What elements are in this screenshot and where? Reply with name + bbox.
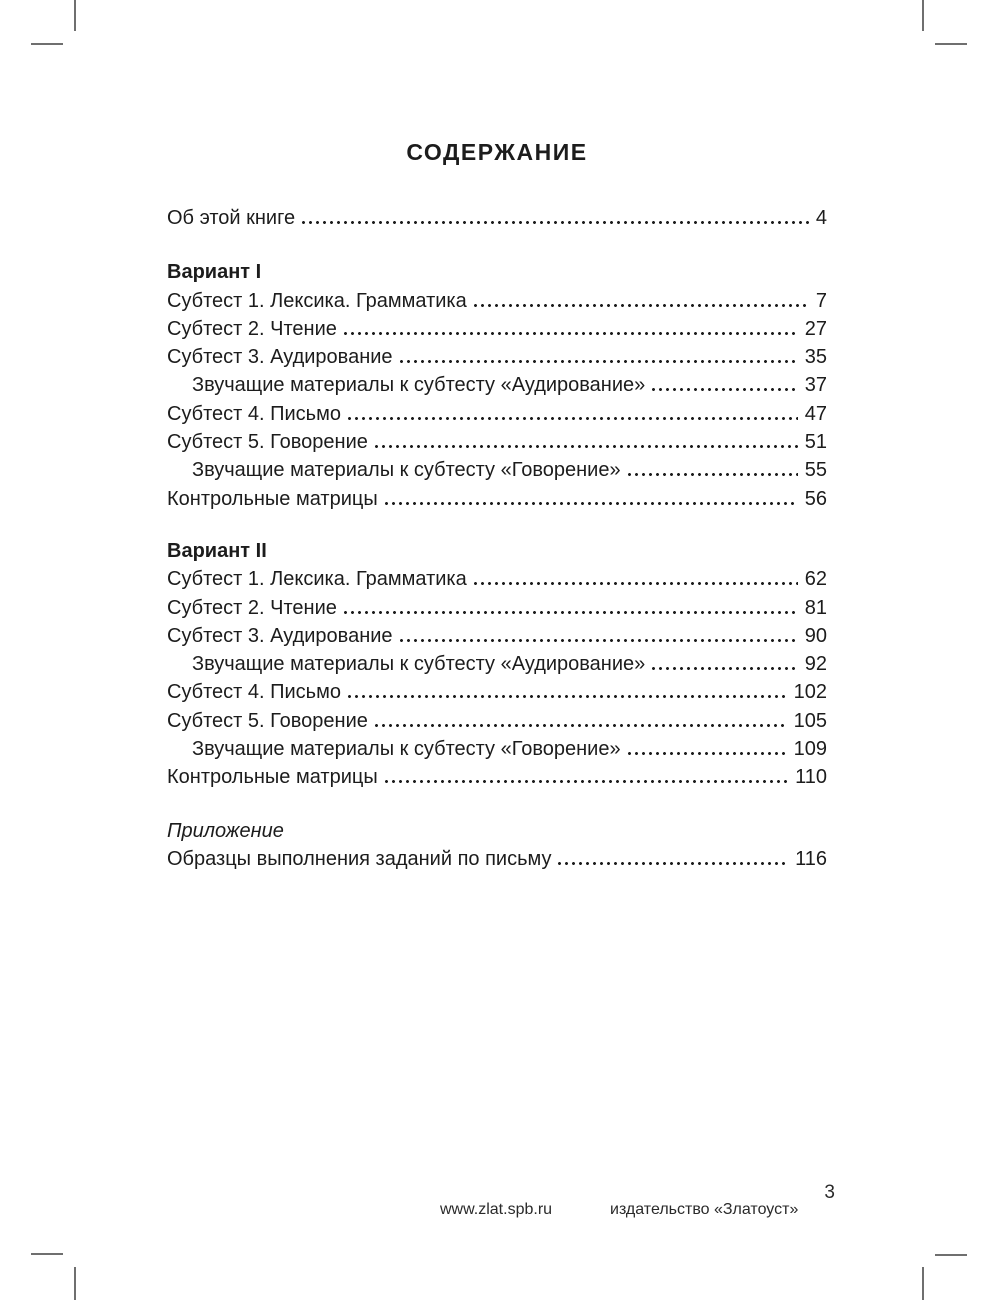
toc-entry-page: 35	[804, 346, 827, 369]
crop-mark-bottom-left-horizontal	[31, 1253, 63, 1255]
dot-leader	[652, 667, 797, 670]
table-of-contents	[167, 138, 827, 873]
crop-mark-bottom-right-horizontal	[935, 1254, 967, 1256]
toc-entry-label: Звучащие материалы к субтесту «Говорение»	[192, 738, 621, 761]
toc-section-variant-1	[167, 258, 827, 513]
toc-entry-page: 110	[795, 766, 827, 789]
toc-entry-page: 92	[804, 653, 827, 676]
toc-entry	[167, 428, 827, 456]
toc-entry-page: 109	[793, 738, 827, 761]
toc-entry-page: 90	[804, 624, 827, 647]
toc-entry	[167, 315, 827, 343]
dot-leader	[302, 221, 809, 224]
toc-entry	[167, 678, 827, 706]
toc-entry-page: 81	[804, 596, 827, 619]
toc-entry	[167, 735, 827, 763]
toc-entry-page: 51	[804, 431, 827, 454]
dot-leader	[375, 724, 787, 727]
toc-entry	[167, 485, 827, 513]
toc-section-heading-variant-2: Вариант II	[167, 539, 267, 562]
dot-leader	[344, 332, 798, 335]
toc-entry-page: 56	[804, 487, 827, 510]
page-title: СОДЕРЖАНИЕ	[406, 139, 588, 165]
toc-entry-label: Субтест 2. Чтение	[167, 317, 337, 340]
dot-leader	[385, 780, 788, 783]
toc-entry-label: Звучащие материалы к субтесту «Аудирование»	[192, 374, 646, 397]
toc-section-appendix	[167, 817, 827, 874]
toc-entry-label: Субтест 4. Письмо	[167, 681, 341, 704]
toc-entry-page: 102	[793, 681, 827, 704]
toc-section-variant-2	[167, 537, 827, 792]
toc-entry-page: 55	[804, 459, 827, 482]
toc-entry-page: 47	[804, 402, 827, 425]
crop-mark-bottom-right-vertical	[922, 1267, 924, 1300]
toc-entry-page: 62	[804, 568, 827, 591]
dot-leader	[348, 417, 798, 420]
dot-leader	[344, 611, 798, 614]
toc-entry	[167, 204, 827, 232]
toc-entry-page: 4	[815, 207, 827, 229]
toc-entry	[167, 594, 827, 622]
toc-entry-label: Субтест 3. Аудирование	[167, 346, 393, 369]
toc-section-heading-appendix: Приложение	[167, 819, 284, 842]
toc-entry-page: 7	[815, 289, 827, 312]
toc-entry-page: 37	[804, 374, 827, 397]
dot-leader	[474, 304, 809, 307]
toc-entry	[167, 845, 827, 873]
toc-entry	[167, 287, 827, 315]
toc-entry-label: Субтест 5. Говорение	[167, 709, 368, 732]
footer-website: www.zlat.spb.ru	[440, 1201, 553, 1218]
toc-entry-label: Звучащие материалы к субтесту «Аудирование»	[192, 653, 646, 676]
toc-entry	[167, 650, 827, 678]
crop-mark-bottom-left-vertical	[74, 1267, 76, 1300]
toc-entry	[167, 456, 827, 484]
footer-publisher: издательство «Златоуст»	[610, 1201, 799, 1218]
toc-entry	[167, 622, 827, 650]
dot-leader	[348, 695, 787, 698]
toc-entry-label: Субтест 1. Лексика. Грамматика	[167, 568, 467, 591]
dot-leader	[628, 473, 798, 476]
toc-entry-label: Образцы выполнения заданий по письму	[167, 847, 552, 870]
toc-entry-page: 116	[795, 847, 827, 870]
dot-leader	[628, 752, 787, 755]
dot-leader	[474, 582, 798, 585]
dot-leader	[558, 862, 788, 865]
toc-entry-label: Субтест 5. Говорение	[167, 431, 368, 454]
toc-entry-page: 27	[804, 317, 827, 340]
toc-entry-label: Субтест 2. Чтение	[167, 596, 337, 619]
crop-mark-top-left-horizontal	[31, 43, 63, 45]
crop-mark-top-right-vertical	[922, 0, 924, 31]
toc-entry-page: 105	[793, 709, 827, 732]
toc-section-heading-variant-1: Вариант I	[167, 261, 262, 284]
toc-entry-label: Об этой книге	[167, 207, 296, 229]
toc-entry-label: Контрольные матрицы	[167, 487, 378, 510]
dot-leader	[375, 445, 798, 448]
toc-entry-label: Субтест 1. Лексика. Грамматика	[167, 289, 467, 312]
toc-entry-label: Звучащие материалы к субтесту «Говорение»	[192, 459, 621, 482]
toc-entry	[167, 763, 827, 791]
toc-entry	[167, 371, 827, 399]
toc-entry-label: Субтест 3. Аудирование	[167, 624, 393, 647]
toc-section-front	[167, 204, 827, 232]
dot-leader	[400, 639, 798, 642]
toc-entry	[167, 707, 827, 735]
dot-leader	[652, 388, 797, 391]
dot-leader	[400, 360, 798, 363]
toc-entry	[167, 400, 827, 428]
dot-leader	[385, 502, 798, 505]
page-number: 3	[824, 1182, 835, 1203]
crop-mark-top-left-vertical	[74, 0, 76, 31]
toc-entry	[167, 565, 827, 593]
crop-mark-top-right-horizontal	[935, 43, 967, 45]
toc-entry	[167, 343, 827, 371]
toc-entry-label: Субтест 4. Письмо	[167, 402, 341, 425]
toc-entry-label: Контрольные матрицы	[167, 766, 378, 789]
